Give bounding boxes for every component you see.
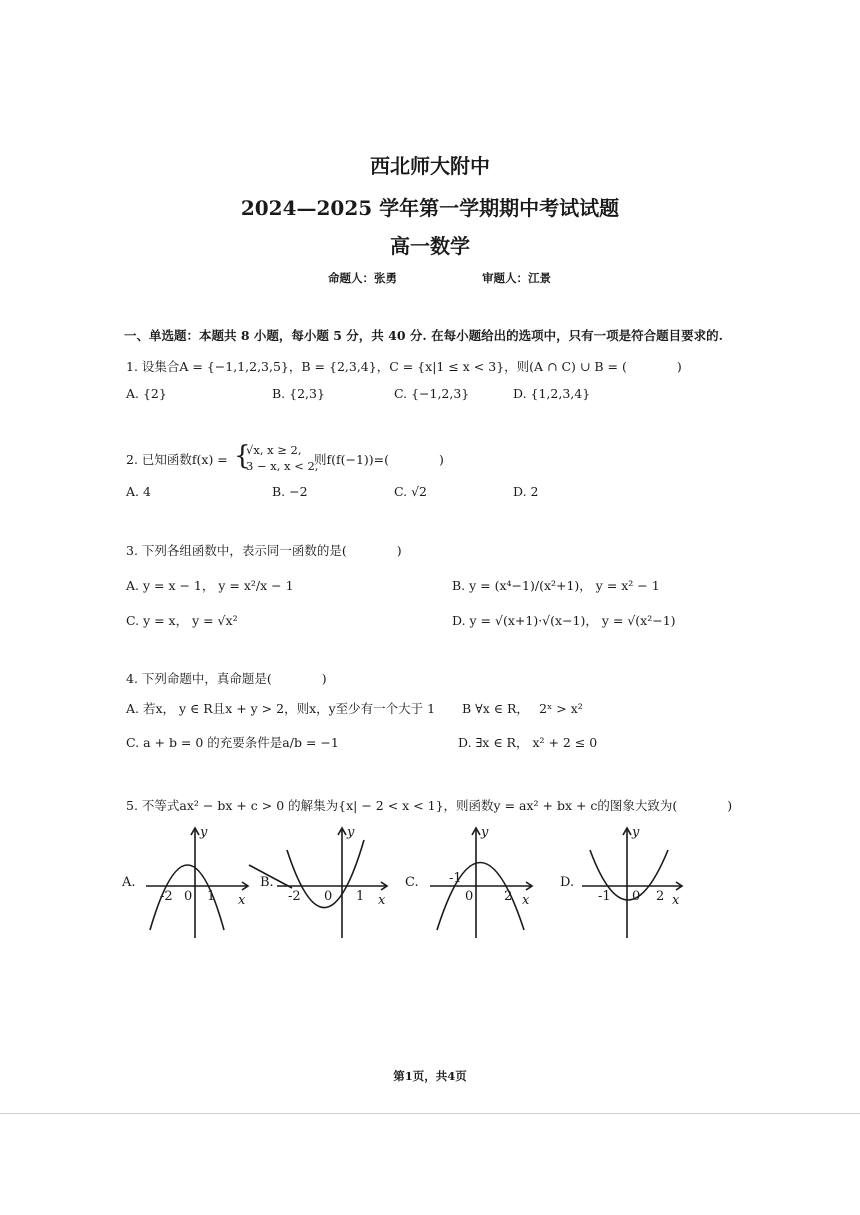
question-3-stem: 3. 下列各组函数中，表示同一函数的是( ) [126, 543, 402, 558]
question-4-option-a: A. 若x， y ∈ R且x + y > 2，则x，y至少有一个大于 1 [126, 701, 436, 716]
graph-c-x-label: x [522, 893, 530, 908]
graph-d-origin: 0 [632, 889, 641, 904]
question-5-graphs [112, 820, 712, 945]
graph-a-origin: 0 [184, 889, 193, 904]
question-3-option-d: D. y = √(x+1)·√(x−1)， y = √(x²−1) [452, 613, 676, 628]
reviewer-line: 审题人：江景 [482, 271, 551, 285]
question-2-stem-suffix: 则f(f(−1))=( ) [314, 452, 444, 467]
graph-d-letter: D. [560, 875, 575, 890]
question-1-option-a: A. {2} [126, 386, 167, 401]
graph-a-root-left: -2 [160, 889, 173, 904]
graph-d-y-label: y [632, 825, 640, 840]
school-name: 西北师大附中 [370, 154, 490, 178]
graph-c-origin: 0 [465, 889, 474, 904]
graph-b-origin: 0 [324, 889, 333, 904]
graph-c-y-label: y [481, 825, 489, 840]
section-heading: 一、单选题：本题共 8 小题，每小题 5 分，共 40 分. 在每小题给出的选项中，只有一项是符合题目要求的. [124, 328, 723, 343]
graph-a-y-label: y [200, 825, 208, 840]
question-2-option-c: C. √2 [394, 484, 427, 499]
exam-title: 2024—2025 学年第一学期期中考试试题 [240, 196, 620, 220]
question-1-option-b: B. {2,3} [272, 386, 325, 401]
page-number: 第1页，共4页 [393, 1069, 467, 1083]
graph-c-root-right: 2 [504, 889, 513, 904]
question-1-option-d: D. {1,2,3,4} [513, 386, 591, 401]
graph-d-root-right: 2 [656, 889, 665, 904]
author-line: 命题人：张勇 [328, 271, 397, 285]
graph-d-x-label: x [672, 893, 680, 908]
question-1-option-c: C. {−1,2,3} [394, 386, 470, 401]
question-4-option-c: C. a + b = 0 的充要条件是a/b = −1 [126, 735, 339, 750]
graph-a-root-right: 1 [207, 889, 216, 904]
question-4-option-d: D. ∃x ∈ R， x² + 2 ≤ 0 [458, 735, 598, 750]
page-divider [0, 1113, 860, 1114]
question-3-option-a: A. y = x − 1， y = x²/x − 1 [126, 578, 294, 593]
question-3-option-c: C. y = x， y = √x² [126, 613, 238, 628]
question-1-stem: 1. 设集合A = {−1,1,2,3,5}，B = {2,3,4}，C = {x|1 ≤ x < 3}，则(A ∩ C) ∪ B = ( ) [126, 359, 682, 374]
question-2-piece-2: 3 − x, x < 2, [246, 459, 319, 473]
graph-b-root-right: 1 [356, 889, 365, 904]
question-2-option-b: B. −2 [272, 484, 308, 499]
graph-a-letter: A. [122, 875, 136, 890]
graph-b-letter: B. [260, 875, 274, 890]
graph-d-root-left: -1 [598, 889, 611, 904]
graph-b-x-label: x [378, 893, 386, 908]
piecewise-brace: { [234, 441, 251, 471]
graph-b-y-label: y [347, 825, 355, 840]
graph-c-root-left: -1 [449, 871, 462, 886]
graph-a-x-label: x [238, 893, 246, 908]
question-5-stem: 5. 不等式ax² − bx + c > 0 的解集为{x| − 2 < x < 1}，则函数y = ax² + bx + c的图象大致为( ) [126, 798, 733, 813]
question-4-stem: 4. 下列命题中，真命题是( ) [126, 671, 327, 686]
question-4-option-b: B ∀x ∈ R， 2ˣ > x² [462, 701, 583, 716]
subject-title: 高一数学 [390, 234, 470, 258]
question-3-option-b: B. y = (x⁴−1)/(x²+1)， y = x² − 1 [452, 578, 660, 593]
question-2-stem-prefix: 2. 已知函数f(x) = [126, 452, 228, 467]
graph-c-letter: C. [405, 875, 419, 890]
graph-b-root-left: -2 [288, 889, 301, 904]
question-2-option-d: D. 2 [513, 484, 539, 499]
question-2-piece-1: √x, x ≥ 2, [246, 443, 302, 457]
question-2-option-a: A. 4 [126, 484, 151, 499]
